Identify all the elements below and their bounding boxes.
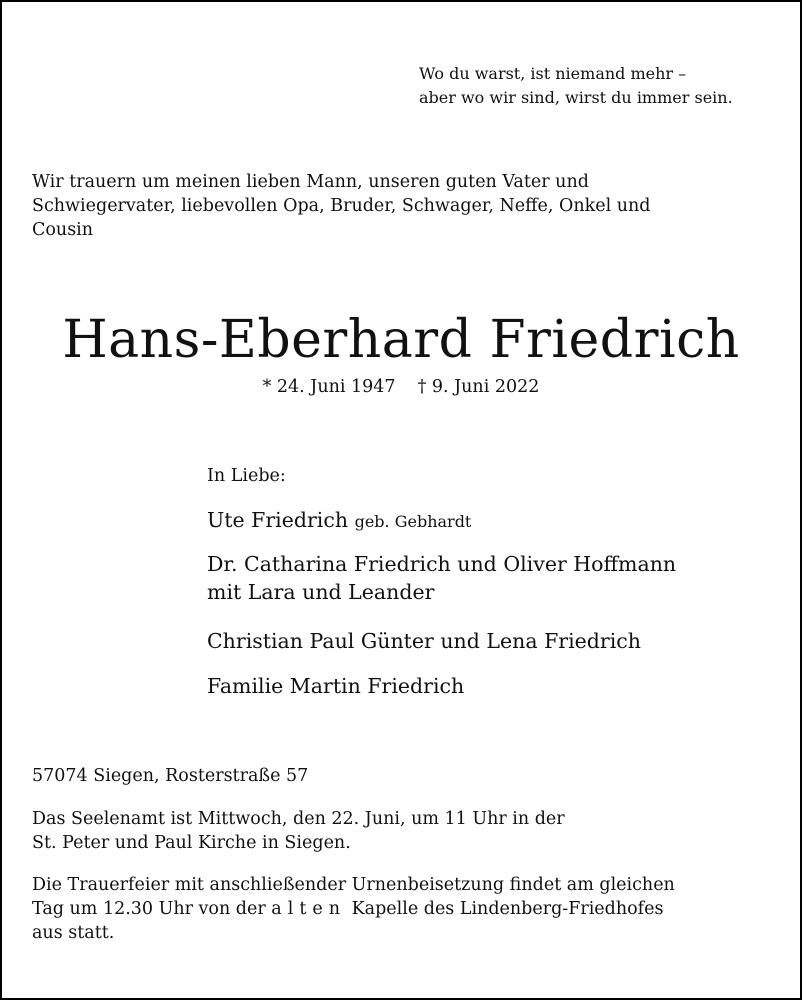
funeral-line-3: aus statt. — [32, 923, 115, 943]
funeral-line-2-end: Kapelle des Lindenberg-Friedhofes — [346, 899, 664, 919]
mourner-4: Familie Martin Friedrich — [207, 674, 465, 698]
motto-line-2: aber wo wir sind, wirst du immer sein. — [419, 88, 733, 107]
motto-line-1: Wo du warst, ist niemand mehr – — [419, 64, 687, 83]
mourner-1 — [207, 506, 471, 536]
family-address: 57074 Siegen, Rosterstraße 57 — [32, 766, 309, 786]
intro-line-3: Cousin — [32, 220, 94, 240]
intro-text — [32, 170, 772, 242]
funeral-line-2 — [32, 897, 777, 921]
requiem-line-1: Das Seelenamt ist Mittwoch, den 22. Juni, um 11 Uhr in der — [32, 809, 565, 829]
death-date: † 9. Juni 2022 — [417, 377, 540, 397]
intro-line-1: Wir trauern um meinen lieben Mann, unseren guten Vater und — [32, 172, 589, 192]
requiem-line-2: St. Peter und Paul Kirche in Siegen. — [32, 833, 351, 853]
mourner-2 — [207, 550, 676, 606]
mourner-1-note: geb. Gebhardt — [354, 512, 472, 531]
funeral-spaced-word: alten — [271, 899, 346, 919]
funeral-info — [32, 873, 777, 945]
mourner-1-name: Ute Friedrich — [207, 508, 349, 532]
mourner-3: Christian Paul Günter und Lena Friedrich — [207, 629, 641, 653]
life-dates — [2, 375, 800, 399]
deceased-name: Hans-Eberhard Friedrich — [62, 310, 740, 370]
requiem-info — [32, 807, 777, 855]
mourner-2-line-2: mit Lara und Leander — [207, 580, 435, 604]
mourners-label: In Liebe: — [207, 466, 286, 486]
funeral-line-2-start: Tag um 12.30 Uhr von der — [32, 899, 272, 919]
birth-date: * 24. Juni 1947 — [262, 377, 396, 397]
funeral-line-1: Die Trauerfeier mit anschließender Urnenbeisetzung findet am gleichen — [32, 875, 675, 895]
mourner-2-line-1: Dr. Catharina Friedrich und Oliver Hoffmann — [207, 552, 677, 576]
intro-line-2: Schwiegervater, liebevollen Opa, Bruder, Schwager, Neffe, Onkel und — [32, 196, 651, 216]
motto-quote — [419, 62, 733, 110]
